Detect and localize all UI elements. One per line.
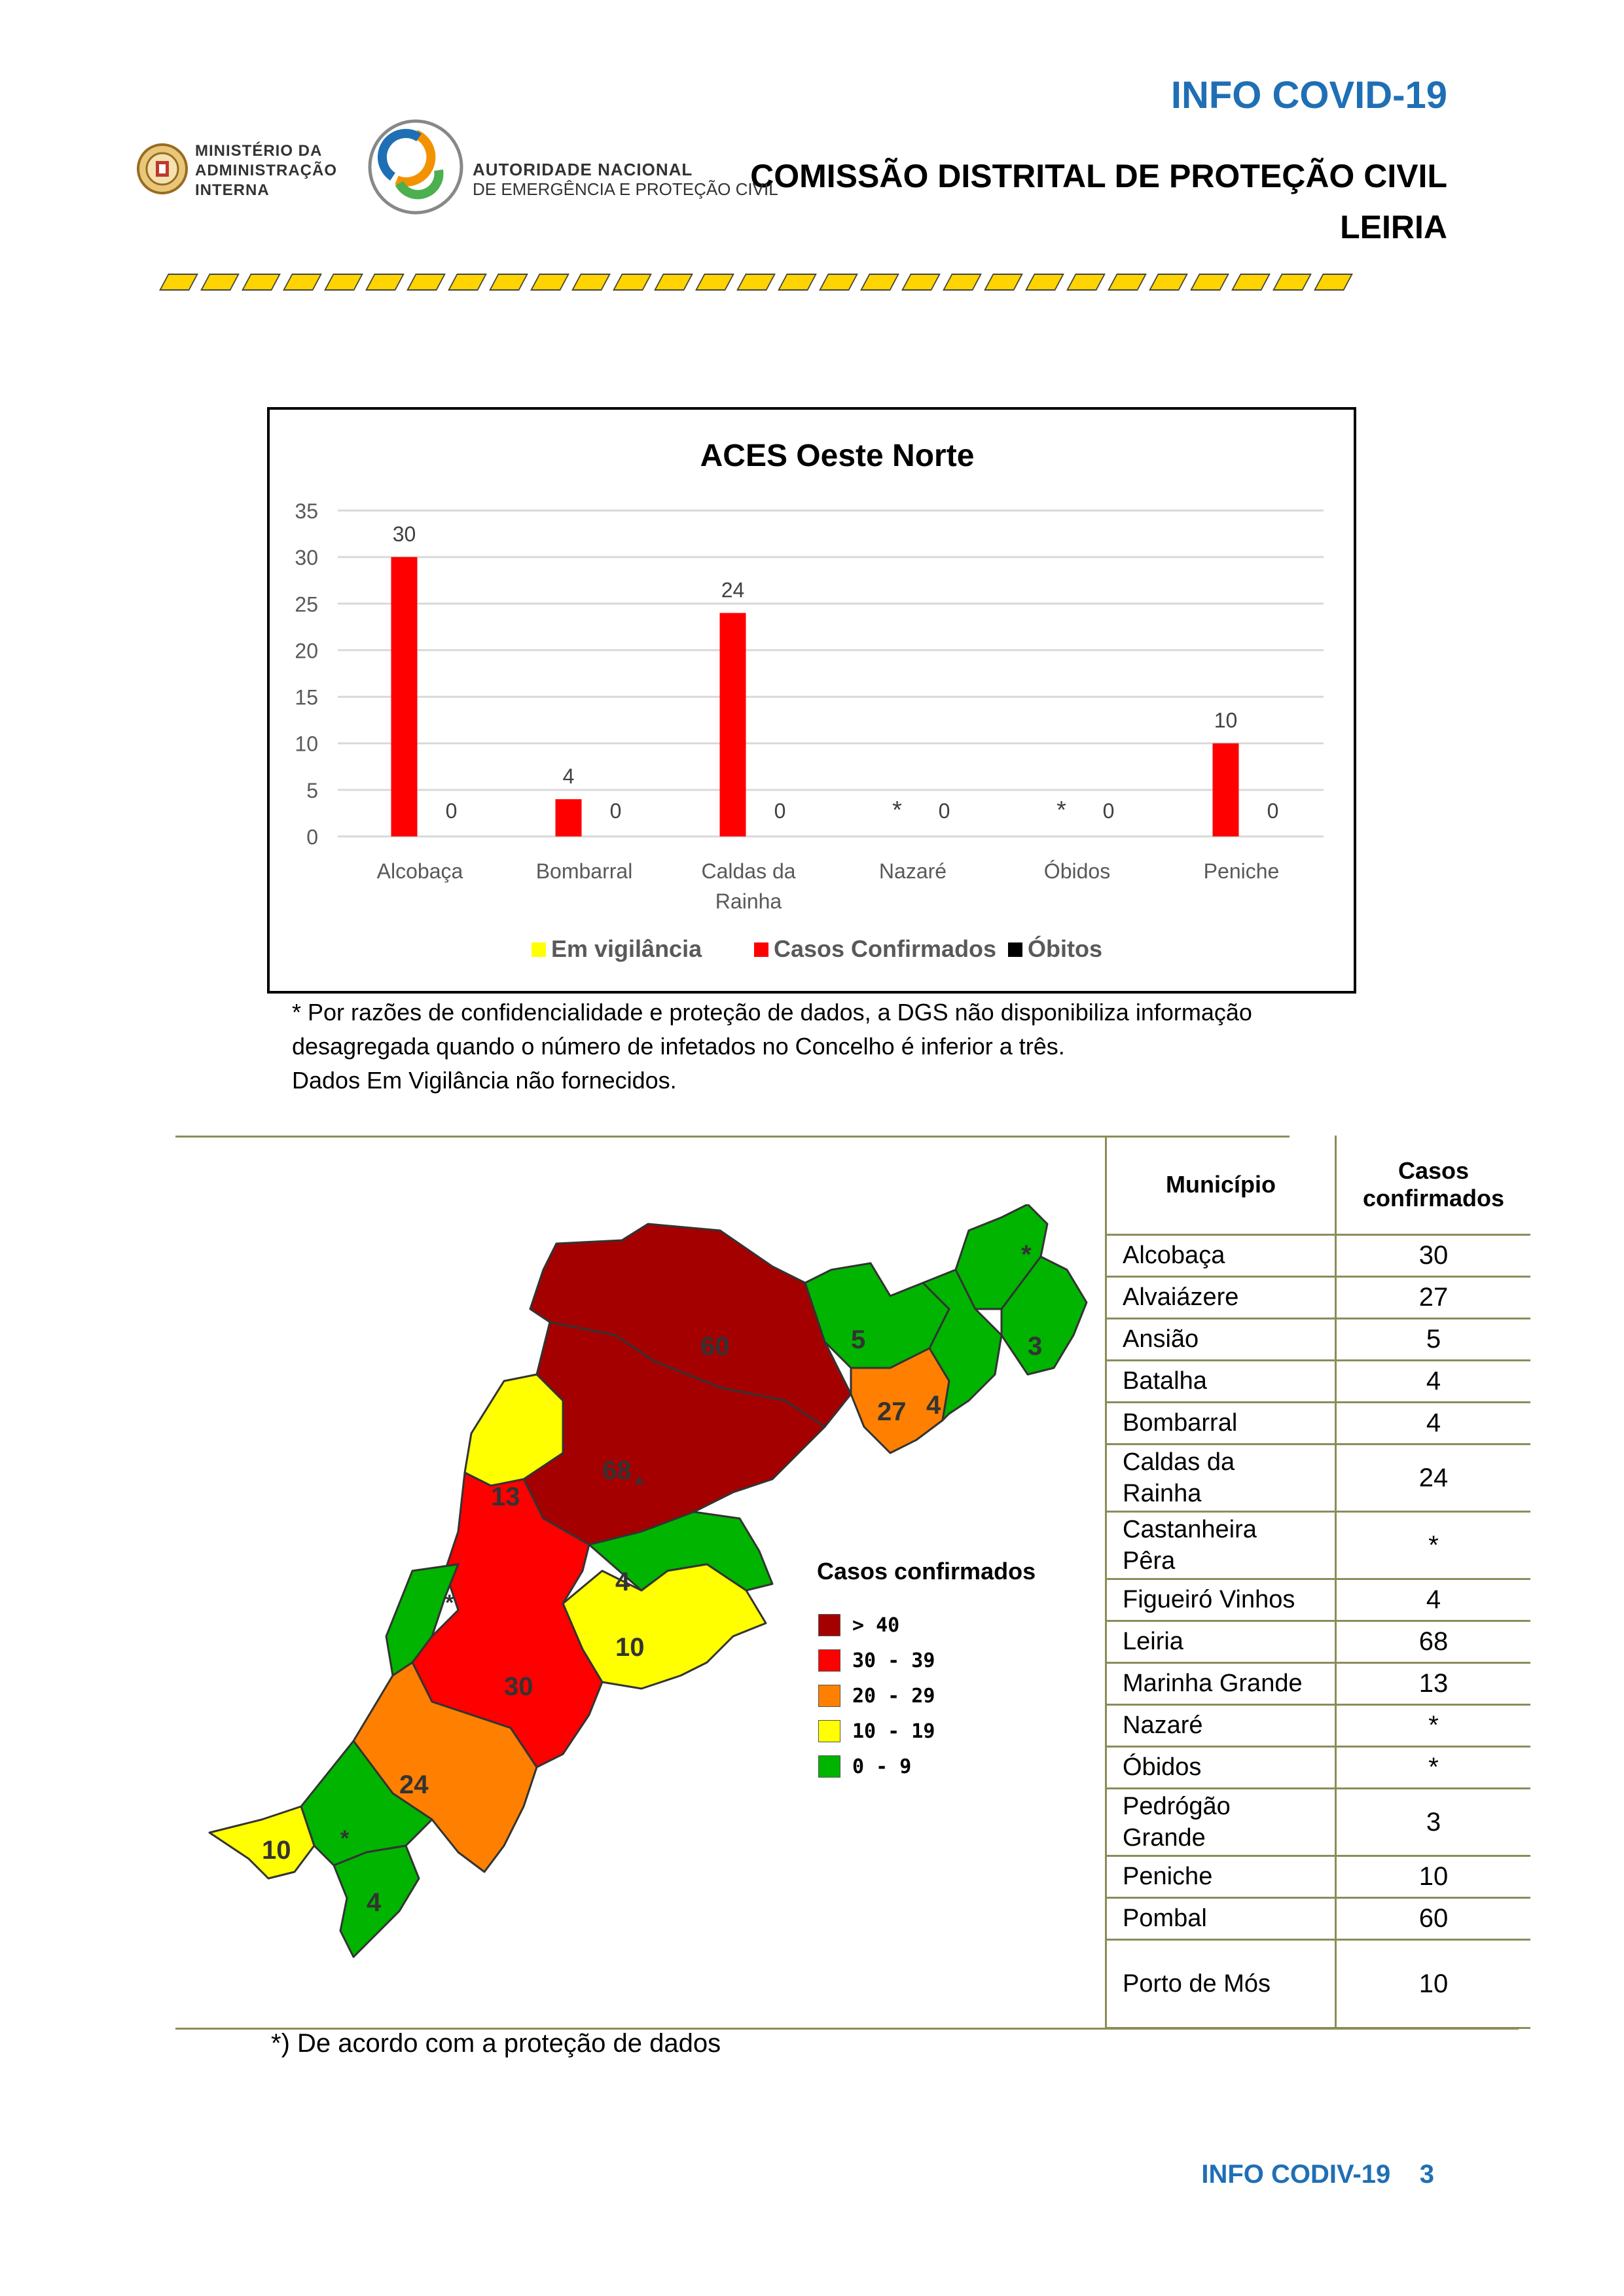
municipality-table bbox=[1105, 1136, 1530, 2029]
mai-seal-icon bbox=[136, 143, 189, 195]
data-label-obitos: 0 bbox=[1267, 799, 1279, 823]
confirmed-cases-value: 4 bbox=[1336, 1579, 1531, 1621]
table-row bbox=[1106, 1621, 1531, 1663]
confirmed-cases-value: 3 bbox=[1336, 1789, 1531, 1856]
confirmed-cases-value: 4 bbox=[1336, 1403, 1531, 1444]
mai-logo-line-2: ADMINISTRAÇÃO bbox=[195, 162, 337, 179]
map-legend-item bbox=[817, 1678, 1036, 1713]
hazard-stripe bbox=[571, 274, 611, 291]
hazard-stripe bbox=[283, 274, 322, 291]
hazard-stripe bbox=[200, 274, 240, 291]
confirmed-cases-value: 24 bbox=[1336, 1444, 1531, 1512]
table-row bbox=[1106, 1663, 1531, 1705]
confirmed-cases-value: 13 bbox=[1336, 1663, 1531, 1705]
y-tick-label: 20 bbox=[295, 639, 318, 663]
category-label: Bombarral bbox=[535, 859, 633, 883]
municipality-name bbox=[1106, 1512, 1336, 1579]
map-label-nazare: * bbox=[445, 1590, 454, 1615]
y-tick-label: 25 bbox=[295, 592, 318, 617]
map-legend-swatch bbox=[818, 1720, 840, 1742]
table-row bbox=[1106, 1940, 1531, 2028]
bar-casos-confirmados bbox=[556, 799, 582, 836]
data-label-casos-confirmados: * bbox=[892, 797, 902, 824]
info-title: INFO COVID-19 bbox=[1170, 74, 1447, 117]
hazard-stripe bbox=[736, 274, 776, 291]
hazard-stripe bbox=[159, 274, 198, 291]
map-legend-label: 0 - 9 bbox=[852, 1755, 912, 1778]
map-label-leiria: 68 bbox=[602, 1456, 632, 1485]
hazard-stripe bbox=[1149, 274, 1188, 291]
municipality-name: Pombal bbox=[1106, 1898, 1336, 1940]
map-legend-item bbox=[817, 1643, 1036, 1678]
municipality-name-line: Caldas da bbox=[1123, 1448, 1235, 1476]
data-label-obitos: 0 bbox=[938, 799, 950, 823]
confirmed-cases-value: 10 bbox=[1336, 1856, 1531, 1898]
hazard-stripe bbox=[778, 274, 817, 291]
table-row bbox=[1106, 1403, 1531, 1444]
hazard-stripe bbox=[324, 274, 363, 291]
table-row bbox=[1106, 1235, 1531, 1277]
page-footer bbox=[1201, 2160, 1434, 2189]
legend-swatch bbox=[532, 942, 546, 957]
municipality-name-line: Pedrógão bbox=[1123, 1793, 1231, 1820]
data-label-casos-confirmados: 24 bbox=[721, 578, 745, 602]
confirmed-cases-value: 5 bbox=[1336, 1319, 1531, 1361]
legend-swatch bbox=[754, 942, 768, 957]
hazard-stripe bbox=[448, 274, 487, 291]
municipality-name: Leiria bbox=[1106, 1621, 1336, 1663]
chart-title: ACES Oeste Norte bbox=[700, 439, 975, 473]
map-legend-swatch bbox=[818, 1614, 840, 1636]
table-row bbox=[1106, 1277, 1531, 1319]
hazard-stripe bbox=[860, 274, 899, 291]
data-label-casos-confirmados: 10 bbox=[1214, 708, 1238, 732]
map-legend-swatch bbox=[818, 1685, 840, 1707]
note-line-1: * Por razões de confidencialidade e proteção de dados, a DGS não disponibiliza informação bbox=[292, 999, 1252, 1026]
municipality-name: Ansião bbox=[1106, 1319, 1336, 1361]
map-label-bombarral: 4 bbox=[367, 1888, 382, 1917]
category-label: Óbidos bbox=[1043, 859, 1111, 883]
map-legend-item bbox=[817, 1749, 1036, 1784]
data-label-obitos: 0 bbox=[445, 799, 458, 823]
map-legend-label: 30 - 39 bbox=[852, 1649, 935, 1672]
table-row bbox=[1106, 1579, 1531, 1621]
municipality-name: Batalha bbox=[1106, 1361, 1336, 1403]
map-label-alcobaca: 30 bbox=[504, 1672, 533, 1701]
confirmed-cases-value: 30 bbox=[1336, 1235, 1531, 1277]
map-label-batalha-area: 4 bbox=[926, 1391, 941, 1420]
map-legend-item bbox=[817, 1607, 1036, 1643]
map-label-ansiao: 5 bbox=[851, 1325, 866, 1354]
hazard-stripe bbox=[819, 274, 858, 291]
hazard-stripe bbox=[242, 274, 281, 291]
y-tick-label: 35 bbox=[295, 499, 318, 523]
table-row bbox=[1106, 1789, 1531, 1856]
legend-entry: Óbitos bbox=[1028, 935, 1102, 962]
map-legend-label: 20 - 29 bbox=[852, 1684, 935, 1708]
hazard-stripe bbox=[654, 274, 693, 291]
map-legend-items bbox=[817, 1607, 1036, 1784]
data-label-obitos: 0 bbox=[1102, 799, 1115, 823]
map-label-batalha: 4 bbox=[615, 1568, 630, 1596]
map-label-porto-de-mos: 10 bbox=[615, 1633, 645, 1662]
map-label-obidos: * bbox=[340, 1826, 350, 1851]
legend-entry: Casos Confirmados bbox=[774, 935, 997, 962]
data-label-casos-confirmados: 4 bbox=[562, 764, 575, 789]
confirmed-cases-value: 27 bbox=[1336, 1277, 1531, 1319]
hazard-stripe bbox=[1231, 274, 1271, 291]
municipality-name: Figueiró Vinhos bbox=[1106, 1579, 1336, 1621]
map-label-pedrogao-grande: 3 bbox=[1028, 1332, 1043, 1361]
chart-container bbox=[267, 407, 1356, 994]
municipality-name: Marinha Grande bbox=[1106, 1663, 1336, 1705]
bar-casos-confirmados bbox=[720, 613, 746, 836]
footer-note: *) De acordo com a proteção de dados bbox=[271, 2029, 721, 2058]
y-tick-label: 0 bbox=[306, 825, 318, 849]
hazard-stripe-divider bbox=[164, 274, 1447, 295]
page-footer-label: INFO CODIV-19 bbox=[1201, 2160, 1391, 2189]
y-tick-label: 30 bbox=[295, 546, 318, 570]
confirmed-cases-value: 10 bbox=[1336, 1940, 1531, 2028]
municipality-name: Bombarral bbox=[1106, 1403, 1336, 1444]
note-line-3: Dados Em Vigilância não fornecidos. bbox=[292, 1067, 677, 1094]
data-label-obitos: 0 bbox=[774, 799, 786, 823]
table-row bbox=[1106, 1512, 1531, 1579]
table-row bbox=[1106, 1319, 1531, 1361]
note-line-2: desagregada quando o número de infetados no Concelho é inferior a três. bbox=[292, 1033, 1065, 1060]
category-label: Rainha bbox=[715, 889, 782, 913]
hazard-stripe bbox=[901, 274, 941, 291]
map-label-caldas-da-rainha: 24 bbox=[399, 1770, 429, 1799]
data-label-casos-confirmados: * bbox=[1056, 797, 1066, 824]
map-legend bbox=[817, 1558, 1036, 1784]
municipality-name: Alvaiázere bbox=[1106, 1277, 1336, 1319]
data-label-obitos: 0 bbox=[609, 799, 622, 823]
municipality-name-line: Grande bbox=[1123, 1824, 1206, 1852]
map-legend-label: 10 - 19 bbox=[852, 1719, 935, 1743]
map-label-marinha-grande: 13 bbox=[491, 1482, 520, 1511]
confirmed-cases-value: 68 bbox=[1336, 1621, 1531, 1663]
municipality-name bbox=[1106, 1789, 1336, 1856]
municipality-name-line: Rainha bbox=[1123, 1480, 1202, 1507]
map-label-leiria-star: * bbox=[635, 1473, 644, 1498]
y-tick-label: 15 bbox=[295, 685, 318, 709]
organization-line-1: COMISSÃO DISTRITAL DE PROTEÇÃO CIVIL bbox=[750, 158, 1447, 194]
hazard-stripe bbox=[406, 274, 446, 291]
mai-logo-line-1: MINISTÉRIO DA bbox=[195, 142, 323, 160]
table-row bbox=[1106, 1361, 1531, 1403]
table-row bbox=[1106, 1747, 1531, 1789]
anepc-logo-icon bbox=[367, 118, 465, 216]
table-header-casos-line-1: Casos bbox=[1398, 1157, 1470, 1184]
hazard-stripe bbox=[1190, 274, 1229, 291]
municipality-name: Porto de Mós bbox=[1106, 1940, 1336, 2028]
anepc-logo-text bbox=[473, 160, 778, 199]
map-legend-title: Casos confirmados bbox=[817, 1558, 1036, 1585]
table-header-casos-line-2: confirmados bbox=[1362, 1185, 1505, 1211]
map-label-castanheira-pera: * bbox=[1021, 1240, 1032, 1269]
map-label-peniche: 10 bbox=[262, 1836, 291, 1865]
data-label-casos-confirmados: 30 bbox=[392, 522, 416, 547]
anepc-logo-line-1: AUTORIDADE NACIONAL bbox=[473, 160, 693, 179]
hazard-stripe bbox=[530, 274, 569, 291]
table-header-casos bbox=[1336, 1136, 1531, 1235]
hazard-stripe bbox=[489, 274, 528, 291]
mai-logo-line-3: INTERNA bbox=[195, 181, 270, 199]
table-header-municipio: Município bbox=[1106, 1136, 1336, 1235]
hazard-stripe bbox=[613, 274, 652, 291]
municipality-name: Óbidos bbox=[1106, 1747, 1336, 1789]
map-legend-item bbox=[817, 1713, 1036, 1749]
confirmed-cases-value: * bbox=[1336, 1705, 1531, 1747]
hazard-stripe bbox=[695, 274, 734, 291]
bar-chart bbox=[270, 410, 1354, 991]
municipality-name: Nazaré bbox=[1106, 1705, 1336, 1747]
hazard-stripe bbox=[365, 274, 405, 291]
y-tick-label: 10 bbox=[295, 732, 318, 756]
map-legend-label: > 40 bbox=[852, 1613, 900, 1637]
category-label: Alcobaça bbox=[376, 859, 463, 883]
confirmed-cases-value: * bbox=[1336, 1512, 1531, 1579]
hazard-stripe bbox=[1108, 274, 1147, 291]
hazard-stripe bbox=[943, 274, 982, 291]
table-row bbox=[1106, 1444, 1531, 1512]
category-label: Caldas da bbox=[701, 859, 796, 883]
hazard-stripe bbox=[1025, 274, 1064, 291]
map-label-pombal: 60 bbox=[700, 1332, 730, 1361]
bar-casos-confirmados bbox=[1213, 744, 1239, 836]
municipality-name: Peniche bbox=[1106, 1856, 1336, 1898]
organization-line-2: LEIRIA bbox=[1340, 209, 1447, 245]
map-legend-swatch bbox=[818, 1755, 840, 1778]
y-tick-label: 5 bbox=[306, 778, 318, 802]
legend-swatch bbox=[1008, 942, 1022, 957]
map-legend-swatch bbox=[818, 1649, 840, 1672]
legend-entry: Em vigilância bbox=[551, 935, 702, 962]
anepc-logo-line-2: DE EMERGÊNCIA E PROTEÇÃO CIVIL bbox=[473, 179, 778, 199]
municipality-name-line: Pêra bbox=[1123, 1547, 1176, 1575]
confirmed-cases-value: * bbox=[1336, 1747, 1531, 1789]
hazard-stripe bbox=[984, 274, 1023, 291]
mai-logo-text bbox=[195, 141, 337, 200]
municipality-name bbox=[1106, 1444, 1336, 1512]
table-row bbox=[1106, 1898, 1531, 1940]
hazard-stripe bbox=[1272, 274, 1312, 291]
table-row bbox=[1106, 1705, 1531, 1747]
page-number: 3 bbox=[1419, 2160, 1434, 2189]
hazard-stripe bbox=[1066, 274, 1106, 291]
table-row bbox=[1106, 1856, 1531, 1898]
municipality-name: Alcobaça bbox=[1106, 1235, 1336, 1277]
hazard-stripe bbox=[1314, 274, 1353, 291]
bar-casos-confirmados bbox=[391, 557, 418, 836]
category-label: Nazaré bbox=[878, 859, 947, 883]
confirmed-cases-value: 4 bbox=[1336, 1361, 1531, 1403]
municipality-name-line: Castanheira bbox=[1123, 1516, 1257, 1543]
organization-title bbox=[750, 151, 1447, 253]
category-label: Peniche bbox=[1203, 859, 1280, 883]
map-label-alvaiazere: 27 bbox=[877, 1397, 907, 1426]
confirmed-cases-value: 60 bbox=[1336, 1898, 1531, 1940]
